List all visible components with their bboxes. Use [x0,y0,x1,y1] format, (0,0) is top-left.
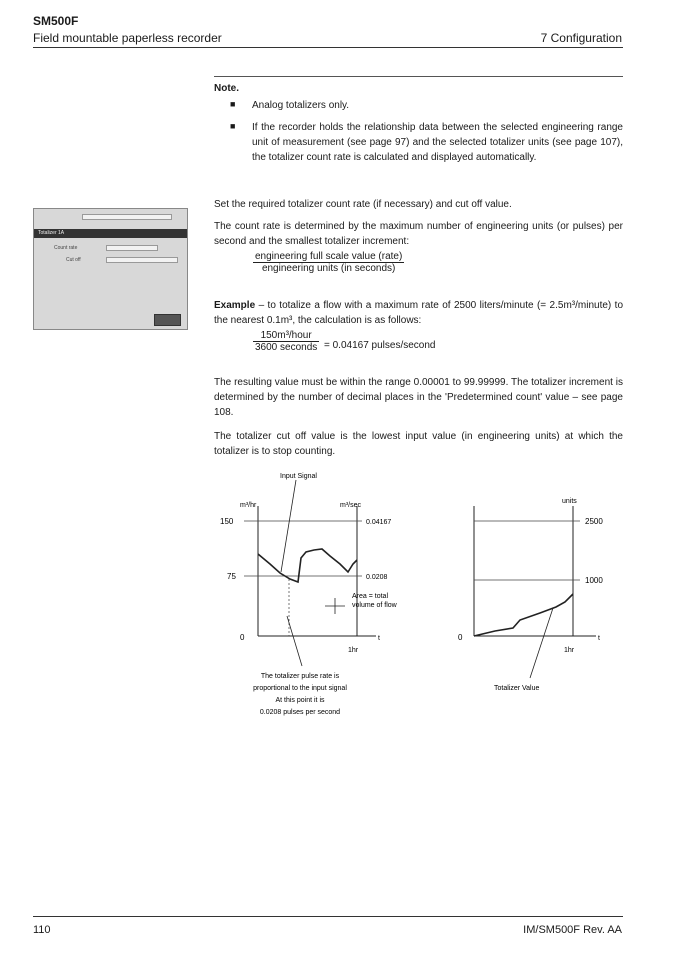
caption-line-1: The totalizer pulse rate is [260,673,340,680]
area-label-2: volume of flow [352,602,397,609]
formula1-denominator: engineering units (in seconds) [261,263,396,274]
example-text: – to totalize a flow with a maximum rate of 2500 liters/minute (= 2.5m³/minute) to the nearest 0.1m³, the calculation is as follows: [214,300,623,326]
footer-page-number: 110 [33,924,51,936]
left-y2-unit: m³/sec [340,502,361,509]
left-tick-75: 75 [227,572,236,581]
note-bullet-2-marker: ■ [230,121,236,131]
para-count-rate: The count rate is determined by the maximum number of engineering units (or pulses) per second and the smallest totalizer increment: [214,221,623,247]
screenshot-cutoff-field [106,257,178,263]
screenshot-row-count-rate: Count rate [54,245,78,251]
para-set-rate: Set the required totalizer count rate (if necessary) and cut off value. [214,199,512,210]
config-screenshot [33,208,188,330]
example-label: Example [214,300,256,311]
screenshot-row-cutoff: Cut off [66,257,81,263]
right-x-unit: t [598,635,600,642]
left-x-tick: 1hr [348,647,359,654]
caption-line-3: At this point it is [275,697,325,704]
caption-line-4: 0.0208 pulses per second [259,709,341,716]
left-y-unit: m³/hr [240,502,257,509]
formula-example [253,330,319,353]
formula1-numerator: engineering full scale value (rate) [255,251,403,262]
para-range: The resulting value must be within the range 0.00001 to 99.99999. The totalizer increment is determined by the number of decimal places in the 'Predetermined count' value – see page 108. [214,377,623,418]
header-product: SM500F [33,14,79,28]
right-tick-2500: 2500 [585,517,603,526]
screenshot-title-bar: Totalizer 1A [34,229,187,238]
totalizer-value-curve [474,594,573,636]
totalizer-diagram [0,468,678,728]
note-bullet-1: Analog totalizers only. [252,100,350,111]
input-signal-curve [258,549,357,582]
screenshot-back-button [154,314,181,326]
formula2-denominator: 3600 seconds [255,342,318,353]
header-section: 7 Configuration [540,31,622,45]
footer-docref: IM/SM500F Rev. AA [523,924,622,936]
left-x-unit: t [378,635,380,642]
right-tick-0: 0 [458,633,463,642]
formula2-numerator: 150m³/hour [253,330,319,342]
right-label-00208: 0.0208 [366,574,388,581]
area-label-1: Area = total [352,593,388,600]
left-tick-150: 150 [220,517,234,526]
totalizer-value-label: Totalizer Value [494,685,540,692]
left-tick-0: 0 [240,633,245,642]
section-rule [214,76,623,77]
caption-line-2: proportional to the input signal [253,685,347,692]
right-tick-1000: 1000 [585,576,603,585]
right-y-unit: units [562,498,577,505]
note-bullet-2: If the recorder holds the relationship data between the selected engineering range unit of measurement (see page 97) and the selected totalizer units (see page 107), the totalizer count rate is calculated and displayed automatically. [252,122,623,163]
note-label: Note. [214,83,239,94]
input-signal-label: Input Signal [280,473,317,480]
header-rule [33,47,623,48]
right-x-tick: 1hr [564,647,575,654]
totalizer-pointer [530,608,553,678]
para-cutoff: The totalizer cut off value is the lowest input value (in engineering units) at which the totalizer is to stop counting. [214,431,623,457]
screenshot-count-rate-field [106,245,158,251]
formula-count-rate [253,251,404,274]
caption-pointer [287,616,302,666]
para-example [214,298,623,328]
note-bullet-1-marker: ■ [230,99,236,109]
input-signal-pointer [281,480,296,572]
screenshot-top-field [82,214,172,220]
footer-rule [33,916,623,917]
header-subtitle: Field mountable paperless recorder [33,31,222,45]
right-label-004167: 0.04167 [366,519,392,526]
formula2-result: = 0.04167 pulses/second [324,340,436,351]
